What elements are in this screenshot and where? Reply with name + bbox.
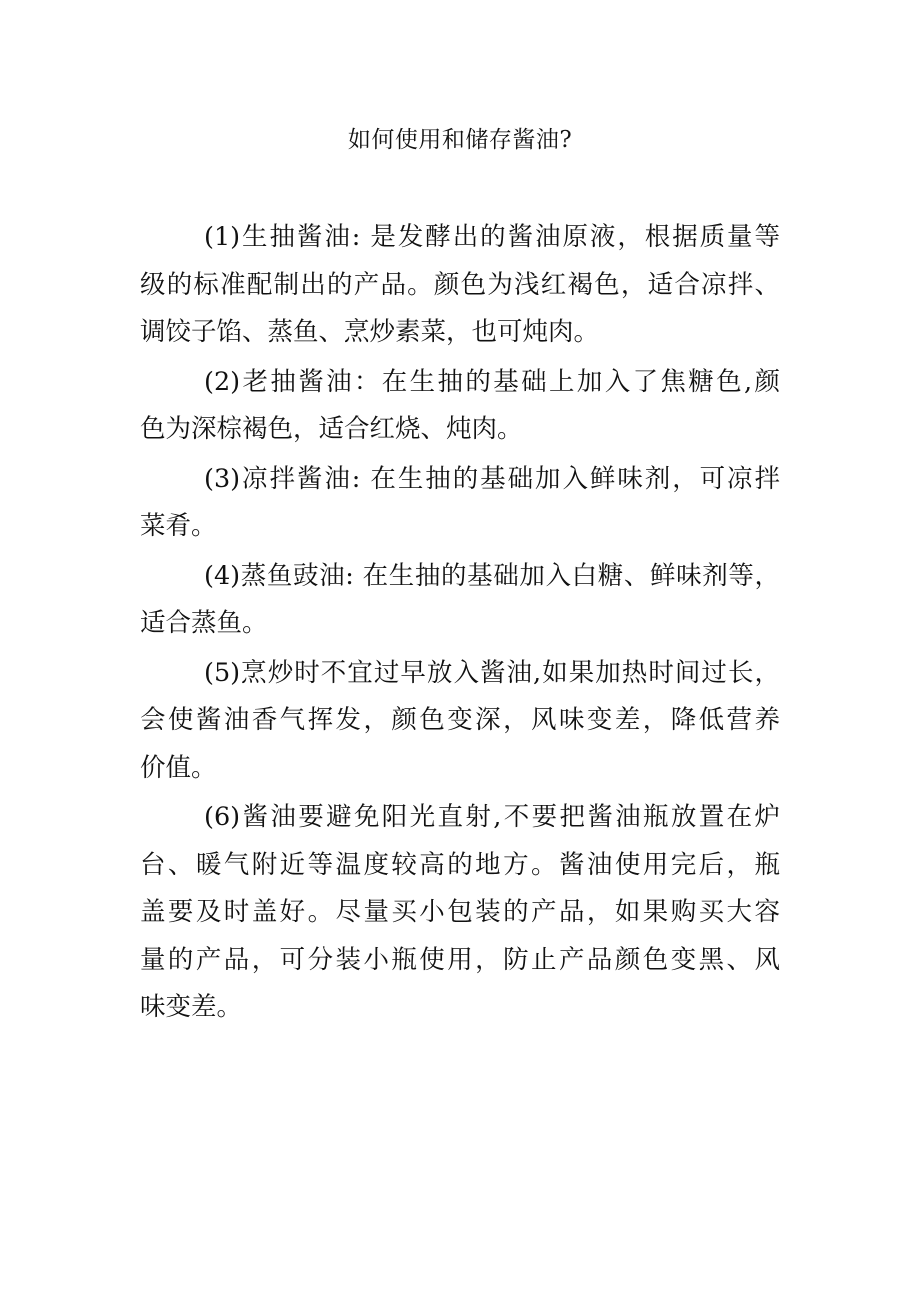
paragraph-line: (1)生抽酱油: 是发酵出的酱油原液，根据质量等 xyxy=(204,222,780,252)
paragraph-line: 菜肴。 xyxy=(140,511,217,541)
paragraph-line: 台、暖气附近等温度较高的地方。酱油使用完后，瓶 xyxy=(140,849,780,880)
paragraph-line: 调饺子馅、蒸鱼、烹炒素菜，也可炖肉。 xyxy=(140,317,600,347)
paragraph-line: (5)烹炒时不宜过早放入酱油,如果加热时间过长， xyxy=(204,657,780,688)
paragraph-line: 会使酱油香气挥发，颜色变深，风味变差，降低营养 xyxy=(140,705,780,735)
paragraph-line: (6)酱油要避免阳光直射,不要把酱油瓶放置在炉 xyxy=(204,802,780,832)
paragraph-1 xyxy=(140,214,780,357)
paragraph-line: 价值。 xyxy=(140,752,217,783)
paragraph-5 xyxy=(140,650,780,793)
paragraph-line: 适合蒸鱼。 xyxy=(140,608,268,638)
document-body xyxy=(140,214,780,1034)
paragraph-line: (3)凉拌酱油: 在生抽的基础加入鲜味剂，可凉拌 xyxy=(204,463,780,494)
paragraph-line: 量的产品，可分装小瓶使用，防止产品颜色变黑、风 xyxy=(140,944,780,975)
paragraph-line: (2)老抽酱油：在生抽的基础上加入了焦糖色,颜 xyxy=(204,366,780,397)
paragraph-line: 味变差。 xyxy=(140,992,243,1022)
paragraph-line: (4)蒸鱼豉油: 在生抽的基础加入白糖、鲜味剂等， xyxy=(204,560,780,591)
paragraph-line: 色为深棕褐色，适合红烧、炖肉。 xyxy=(140,414,523,444)
paragraph-line: 盖要及时盖好。尽量买小包装的产品，如果购买大容 xyxy=(140,897,780,927)
paragraph-4 xyxy=(140,553,780,648)
paragraph-3 xyxy=(140,456,780,551)
paragraph-2 xyxy=(140,359,780,454)
paragraph-line: 级的标准配制出的产品。颜色为浅红褐色，适合凉拌、 xyxy=(140,269,780,300)
paragraph-6 xyxy=(140,794,780,1032)
document-title: 如何使用和储存酱油? xyxy=(347,127,573,153)
